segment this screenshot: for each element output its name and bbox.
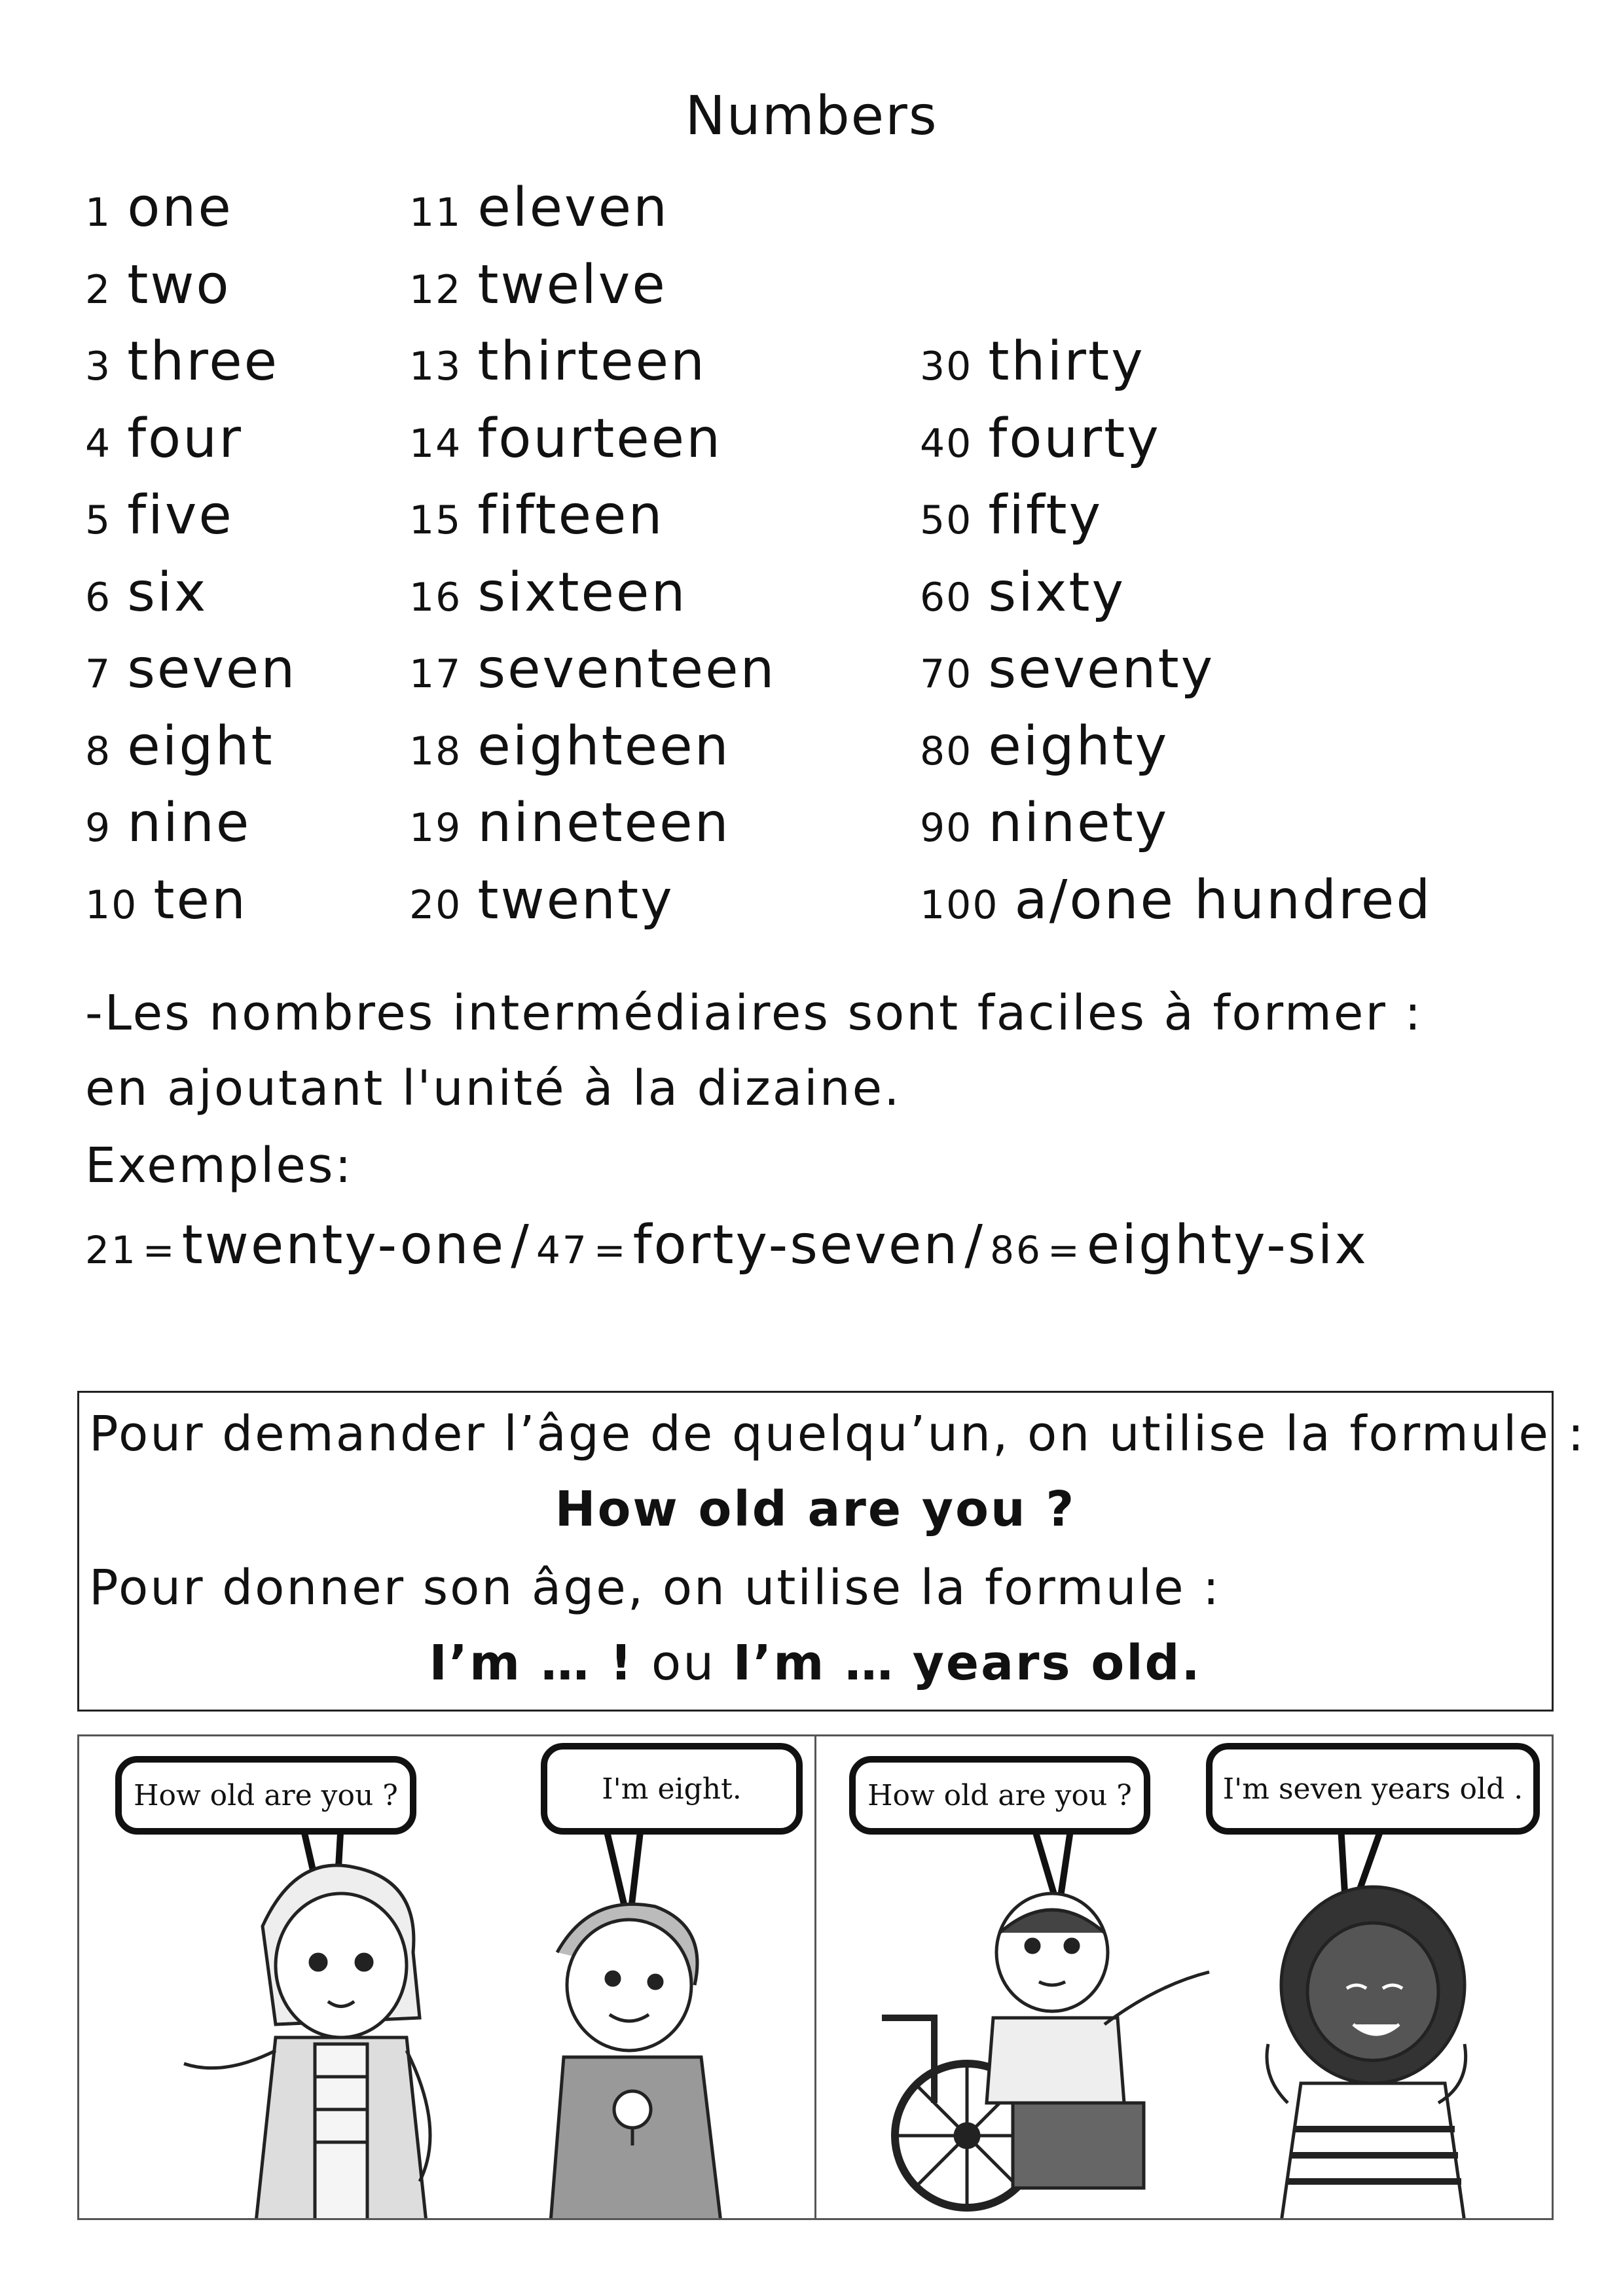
speech-bubble-im-eight: I'm eight. — [541, 1743, 803, 1835]
number-digit: 17 — [409, 651, 462, 697]
number-word: fourteen — [477, 407, 723, 470]
number-entry — [85, 715, 274, 793]
number-word: thirty — [988, 331, 1145, 393]
number-digit: 5 — [85, 497, 112, 543]
number-word: eighty — [988, 715, 1169, 778]
number-digit: 12 — [409, 266, 462, 313]
number-entry — [85, 638, 297, 715]
number-word: a/one hundred — [1014, 869, 1432, 931]
number-entry — [920, 331, 1145, 408]
example-equals: = — [593, 1228, 628, 1272]
number-digit: 18 — [409, 728, 462, 774]
number-digit: 2 — [85, 266, 112, 313]
number-word: eleven — [477, 177, 669, 239]
number-entry — [85, 792, 251, 869]
number-word: five — [127, 484, 234, 547]
number-word: thirteen — [477, 331, 706, 393]
number-entry — [85, 254, 231, 331]
number-entry — [409, 638, 776, 715]
number-word: one — [127, 177, 233, 239]
number-word: eighteen — [477, 715, 731, 778]
comic-strip — [77, 1734, 1554, 2220]
example-separator: / — [964, 1214, 985, 1276]
number-word: seventy — [988, 638, 1215, 700]
number-word: seventeen — [477, 638, 776, 700]
example-number: 86 — [990, 1228, 1042, 1272]
number-word: fourty — [988, 407, 1161, 470]
give-age-text: Pour donner son âge, on utilise la formule : — [89, 1560, 1222, 1616]
number-digit: 14 — [409, 420, 462, 467]
comic-panel-left — [79, 1736, 816, 2218]
number-word: six — [127, 561, 208, 624]
number-word: four — [127, 407, 243, 470]
number-entry — [85, 331, 279, 408]
number-entry — [409, 484, 664, 562]
give-age-formula: I’m … ! ou I’m … years old. — [429, 1635, 1202, 1691]
example-separator: / — [511, 1214, 531, 1276]
explanation-line-2: en ajoutant l'unité à la dizaine. — [85, 1060, 902, 1117]
number-digit: 9 — [85, 805, 112, 851]
girl-in-wheelchair-figure — [882, 1893, 1209, 2208]
number-entry — [409, 254, 667, 331]
number-digit: 15 — [409, 497, 462, 543]
number-digit: 3 — [85, 344, 112, 389]
number-word: nine — [127, 792, 251, 854]
number-word: fifty — [988, 484, 1103, 547]
ask-age-formula: How old are you ? — [555, 1481, 1076, 1537]
number-entry — [920, 869, 1432, 946]
age-formula-box — [77, 1391, 1586, 1712]
number-digit: 8 — [85, 728, 112, 774]
number-word: sixty — [988, 561, 1126, 624]
number-entry — [85, 177, 233, 254]
number-entry — [409, 869, 674, 946]
boy-figure — [551, 1904, 721, 2218]
number-digit: 16 — [409, 574, 462, 620]
number-entry — [920, 484, 1103, 562]
number-entry — [920, 638, 1214, 715]
number-entry — [920, 715, 1169, 793]
number-digit: 20 — [409, 882, 462, 928]
number-entry — [409, 408, 722, 485]
example-equals: = — [142, 1228, 177, 1272]
number-word: three — [127, 331, 280, 393]
number-entry — [85, 869, 247, 946]
number-entry — [409, 562, 687, 639]
number-digit: 13 — [409, 344, 462, 389]
number-word: ninety — [988, 792, 1169, 854]
number-word: nineteen — [477, 792, 731, 854]
girl-figure — [184, 1865, 430, 2218]
number-digit: 10 — [85, 882, 138, 928]
number-digit: 4 — [85, 420, 112, 467]
number-digit: 7 — [85, 651, 112, 697]
number-word: sixteen — [477, 561, 687, 624]
number-word: eight — [127, 715, 274, 778]
number-digit: 40 — [920, 420, 973, 467]
comic-panel-right — [816, 1736, 1552, 2218]
ask-age-text: Pour demander l’âge de quelqu’un, on utilise la formule : — [89, 1406, 1586, 1462]
examples-label: Exemples: — [85, 1138, 354, 1194]
number-entry — [85, 484, 234, 562]
number-digit: 30 — [920, 344, 973, 389]
curly-haired-girl-figure — [1267, 1887, 1466, 2218]
number-word: twenty — [477, 869, 674, 931]
number-digit: 11 — [409, 190, 462, 236]
number-word: seven — [127, 638, 297, 700]
number-entry — [920, 792, 1169, 869]
number-digit: 6 — [85, 574, 112, 620]
number-digit: 60 — [920, 574, 973, 620]
number-entry — [409, 715, 731, 793]
number-entry — [920, 562, 1125, 639]
number-digit: 1 — [85, 190, 112, 236]
example-number: 21 — [85, 1228, 137, 1272]
number-word: fifteen — [477, 484, 665, 547]
number-word: two — [127, 253, 231, 316]
number-entry — [409, 177, 669, 254]
number-digit: 19 — [409, 805, 462, 851]
speech-bubble-im-seven: I'm seven years old . — [1206, 1743, 1540, 1835]
explanation-line-1: -Les nombres intermédiaires sont faciles à former : — [85, 985, 1423, 1041]
examples-line — [85, 1214, 1368, 1276]
number-entry — [85, 562, 208, 639]
number-digit: 90 — [920, 805, 973, 851]
example-word: forty-seven — [632, 1214, 960, 1276]
example-equals: = — [1048, 1228, 1082, 1272]
example-number: 47 — [536, 1228, 589, 1272]
number-word: ten — [153, 869, 247, 931]
number-entry — [409, 792, 731, 869]
speech-bubble-how-old: How old are you ? — [849, 1756, 1150, 1835]
number-entry — [920, 408, 1161, 485]
number-word: twelve — [477, 253, 667, 316]
number-digit: 50 — [920, 497, 973, 543]
number-entry — [409, 331, 706, 408]
example-word: twenty-one — [181, 1214, 506, 1276]
number-digit: 70 — [920, 651, 973, 697]
number-entry — [85, 408, 243, 485]
number-digit: 80 — [920, 728, 973, 774]
speech-bubble-how-old: How old are you ? — [115, 1756, 416, 1835]
page-title: Numbers — [685, 85, 938, 147]
number-digit: 100 — [920, 882, 999, 928]
example-word: eighty-six — [1086, 1214, 1368, 1276]
